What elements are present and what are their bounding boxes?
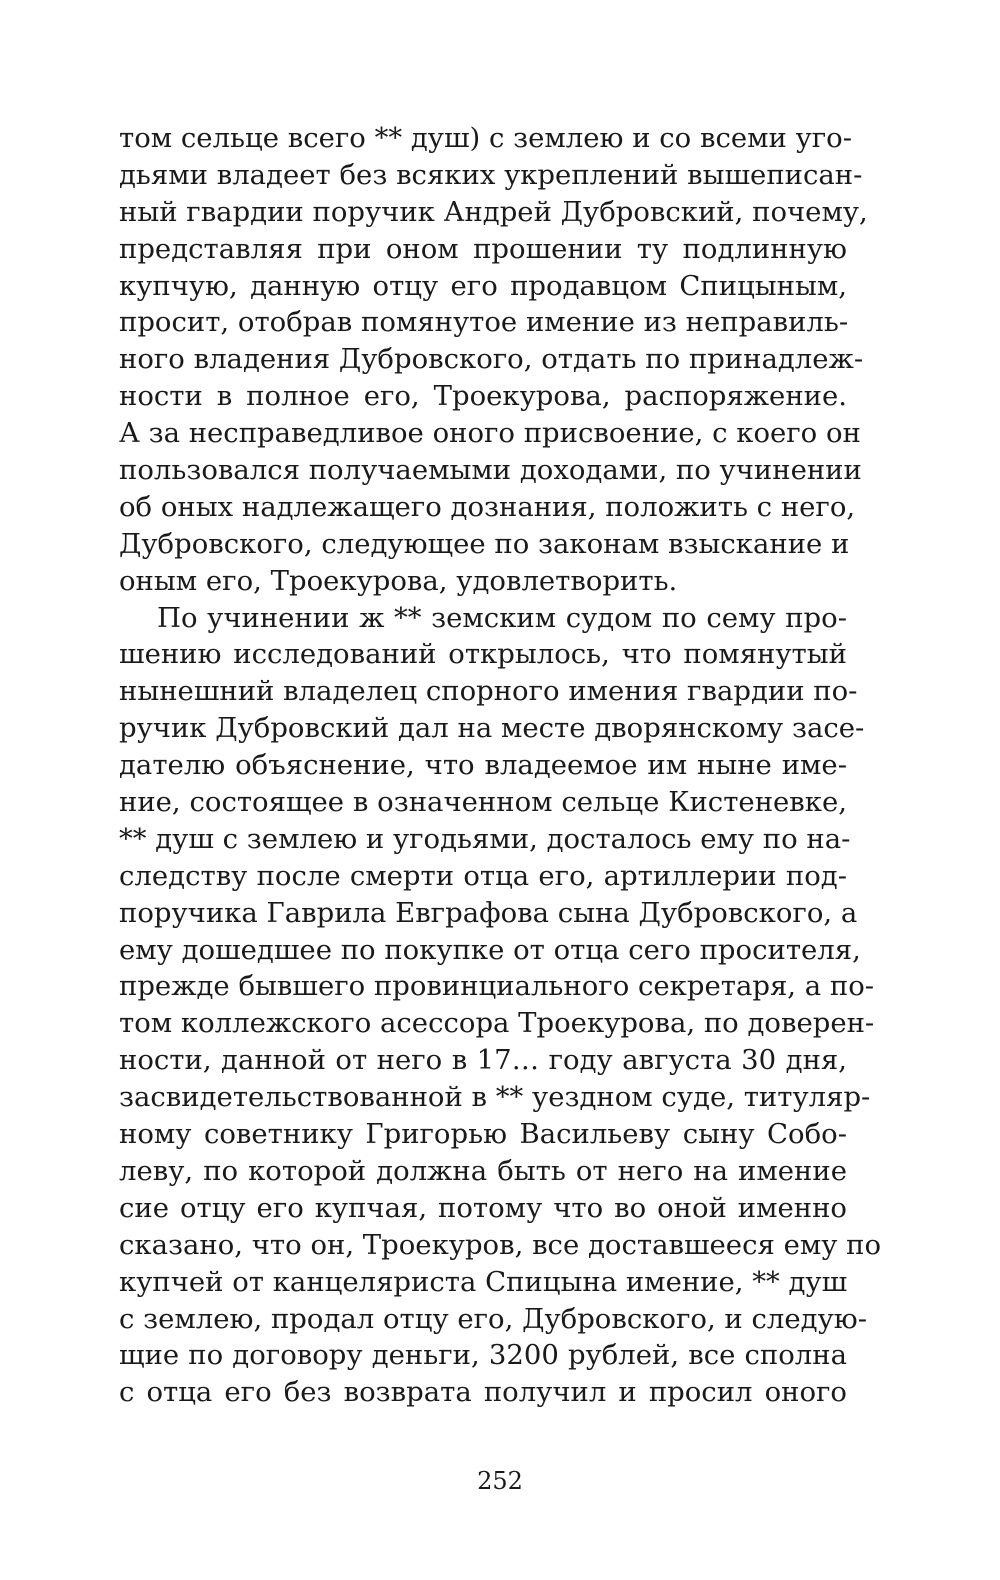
text-line: том сельце всего ** душ) с землею и со всеми уго- bbox=[119, 122, 853, 154]
text-line: нынешний владелец спорного имения гвардии по- bbox=[119, 675, 858, 708]
text-line: том коллежского асессора Троекурова, по доверен- bbox=[119, 1007, 875, 1040]
paragraph-end-line: оным его, Троекурова, удовлетворить. bbox=[119, 564, 678, 597]
text-line: засвидетельствованной в ** уездном суде, титуляр- bbox=[119, 1081, 871, 1114]
paragraph-start-line: По учинении ж ** земским судом по сему про- bbox=[157, 601, 847, 634]
text-line: ного владения Дубровского, отдать по принадлеж- bbox=[119, 343, 864, 376]
text-line: Дубровского, следующее по законам взыскание и bbox=[119, 527, 850, 560]
text-line: ному советнику Григорью Васильеву сыну Собо- bbox=[119, 1118, 847, 1151]
text-line: купчей от канцеляриста Спицына имение, ** душ bbox=[119, 1265, 848, 1298]
text-line: дьями владеет без всяких укреплений вышеписан- bbox=[119, 158, 863, 191]
text-line: с отца его без возврата получил и просил оного bbox=[119, 1376, 847, 1409]
text-line: прежде бывшего провинциального секретаря, а по- bbox=[119, 970, 875, 1003]
body-text bbox=[119, 120, 882, 1411]
text-line: просит, отобрав помянутое имение из неправиль- bbox=[119, 306, 849, 339]
text-line: щие по договору деньги, 3200 рублей, все сполна bbox=[119, 1339, 847, 1372]
text-line: ние, состоящее в означенном сельце Кистеневке, bbox=[119, 786, 847, 819]
text-line: ный гвардии поручик Андрей Дубровский, почему, bbox=[119, 195, 868, 228]
text-line: представляя при оном прошении ту подлинную bbox=[119, 232, 847, 265]
text-line: А за несправедливое оного присвоение, с коего он bbox=[119, 417, 861, 450]
text-line: ности, данной от него в 17… году августа 30 дня, bbox=[119, 1044, 847, 1077]
text-line: пользовался получаемыми доходами, по учинении bbox=[119, 454, 862, 487]
text-line: шению исследований открылось, что помянутый bbox=[119, 638, 847, 671]
text-line: с землею, продал отцу его, Дубровского, и следую- bbox=[119, 1302, 867, 1335]
page-number: 252 bbox=[477, 1467, 523, 1495]
text-line: ** душ с землею и угодьями, досталось ему по на- bbox=[119, 822, 851, 855]
text-line: дателю объяснение, что владеемое им ныне име- bbox=[119, 749, 847, 782]
text-line: леву, по которой должна быть от него на имение bbox=[119, 1154, 847, 1187]
text-line: поручика Гаврила Евграфова сына Дубровского, а bbox=[119, 896, 858, 929]
text-line: ности в полное его, Троекурова, распоряжение. bbox=[119, 380, 847, 413]
text-line: следству после смерти отца его, артиллерии под- bbox=[119, 859, 847, 892]
text-line: об оных надлежащего дознания, положить с него, bbox=[119, 490, 856, 523]
text-line: сие отцу его купчая, потому что во оной именно bbox=[119, 1191, 847, 1224]
text-line: купчую, данную отцу его продавцом Спицыным, bbox=[119, 269, 847, 302]
text-line: ручик Дубровский дал на месте дворянскому засе- bbox=[119, 712, 865, 745]
text-line: сказано, что он, Троекуров, все доставшееся ему по bbox=[119, 1228, 882, 1261]
text-line: ему дошедшее по покупке от отца сего просителя, bbox=[119, 933, 861, 966]
